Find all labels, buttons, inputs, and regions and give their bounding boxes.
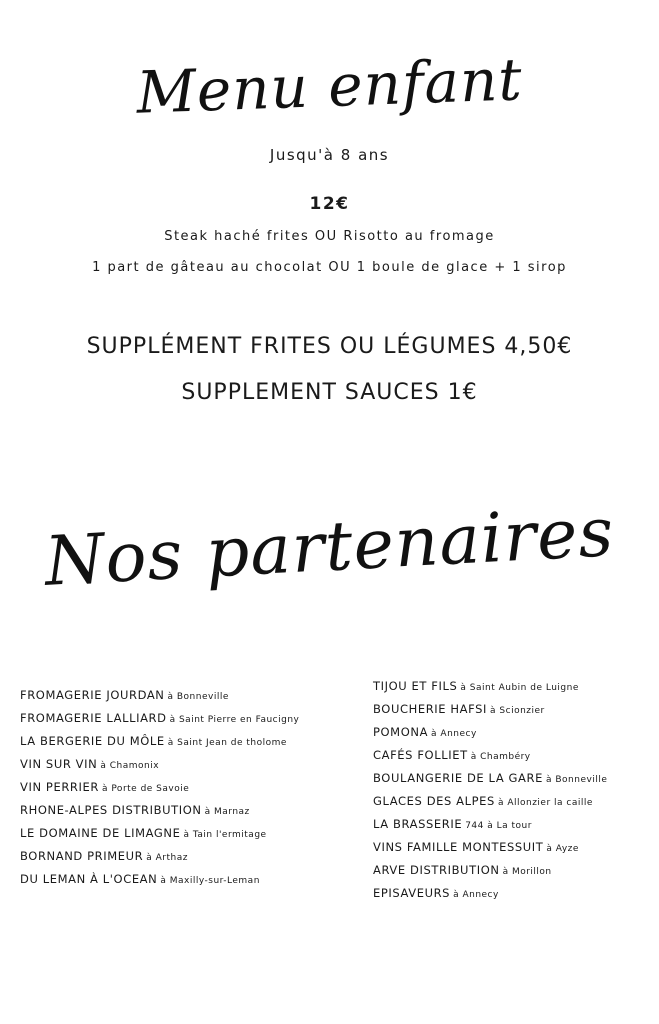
partner-item [20,778,299,801]
partner-name: GLACES DES ALPES [373,794,495,808]
partner-item [373,861,607,884]
partner-item [20,755,299,778]
partner-name: POMONA [373,725,429,739]
partner-name: LE DOMAINE DE LIMAGNE [20,826,181,840]
partner-location: à Tain l'ermitage [183,830,267,840]
partner-location: à Ayze [546,844,579,854]
partner-item [373,838,607,861]
partner-location: à Saint Pierre en Faucigny [169,715,300,725]
partners-right-column [373,677,607,907]
partner-location: 744 à La tour [465,821,532,831]
partner-location: à Allonzier la caille [497,798,593,808]
partner-item [373,700,607,723]
partner-location: à Scionzier [490,706,545,716]
partner-item [20,824,299,847]
supplement-sauces: SUPPLEMENT SAUCES 1€ [181,380,478,405]
partner-item [373,792,607,815]
supplement-fries-vegetables: SUPPLÉMENT FRITES OU LÉGUMES 4,50€ [86,334,573,359]
partner-name: VIN SUR VIN [20,757,98,771]
age-limit: Jusqu'à 8 ans [269,146,390,164]
partner-name: BOULANGERIE DE LA GARE [373,771,543,785]
partner-name: FROMAGERIE JOURDAN [20,688,165,702]
partner-name: ARVE DISTRIBUTION [373,863,500,877]
partner-item [20,686,299,709]
partner-name: LA BERGERIE DU MÔLE [20,734,165,748]
partner-item [20,847,299,870]
partner-item [20,870,299,893]
partner-location: à Chamonix [100,761,160,771]
partner-name: VIN PERRIER [20,780,99,794]
partners-title: Nos partenaires [42,493,617,602]
menu-dessert: 1 part de gâteau au chocolat OU 1 boule de glace + 1 sirop [92,260,567,275]
partner-name: LA BRASSERIE [373,817,463,831]
partner-location: à Saint Jean de tholome [167,738,287,748]
partner-location: à Annecy [453,890,499,900]
partner-name: BOUCHERIE HAFSI [373,702,488,716]
partner-item [373,677,607,700]
partner-location: à Maxilly-sur-Leman [160,876,260,886]
partner-location: à Arthaz [146,853,188,863]
partner-item [20,801,299,824]
partner-location: à Porte de Savoie [101,784,190,794]
partner-item [373,746,607,769]
partner-name: TIJOU ET FILS [373,679,458,693]
partner-item [373,723,607,746]
partner-name: FROMAGERIE LALLIARD [20,711,167,725]
partner-item [373,884,607,907]
menu-title: Menu enfant [135,45,524,127]
partner-name: CAFÉS FOLLIET [373,748,468,762]
partner-item [20,732,299,755]
partner-location: à Annecy [431,729,477,739]
menu-price: 12€ [309,194,350,214]
partner-location: à Bonneville [167,692,229,702]
partner-item [20,709,299,732]
partner-location: à Chambéry [470,752,531,762]
partner-location: à Bonneville [545,775,608,785]
partner-name: VINS FAMILLE MONTESSUIT [373,840,544,854]
partner-location: à Saint Aubin de Luigne [460,683,579,693]
partner-location: à Morillon [502,867,552,877]
partner-name: RHONE-ALPES DISTRIBUTION [20,803,202,817]
partners-left-column [20,686,299,893]
partner-location: à Marnaz [204,807,250,817]
partner-item [373,815,607,838]
partner-name: EPISAVEURS [373,886,451,900]
partner-name: DU LEMAN À L'OCEAN [20,872,158,886]
partner-name: BORNAND PRIMEUR [20,849,144,863]
menu-main-course: Steak haché frites OU Risotto au fromage [164,229,495,244]
partner-item [373,769,607,792]
